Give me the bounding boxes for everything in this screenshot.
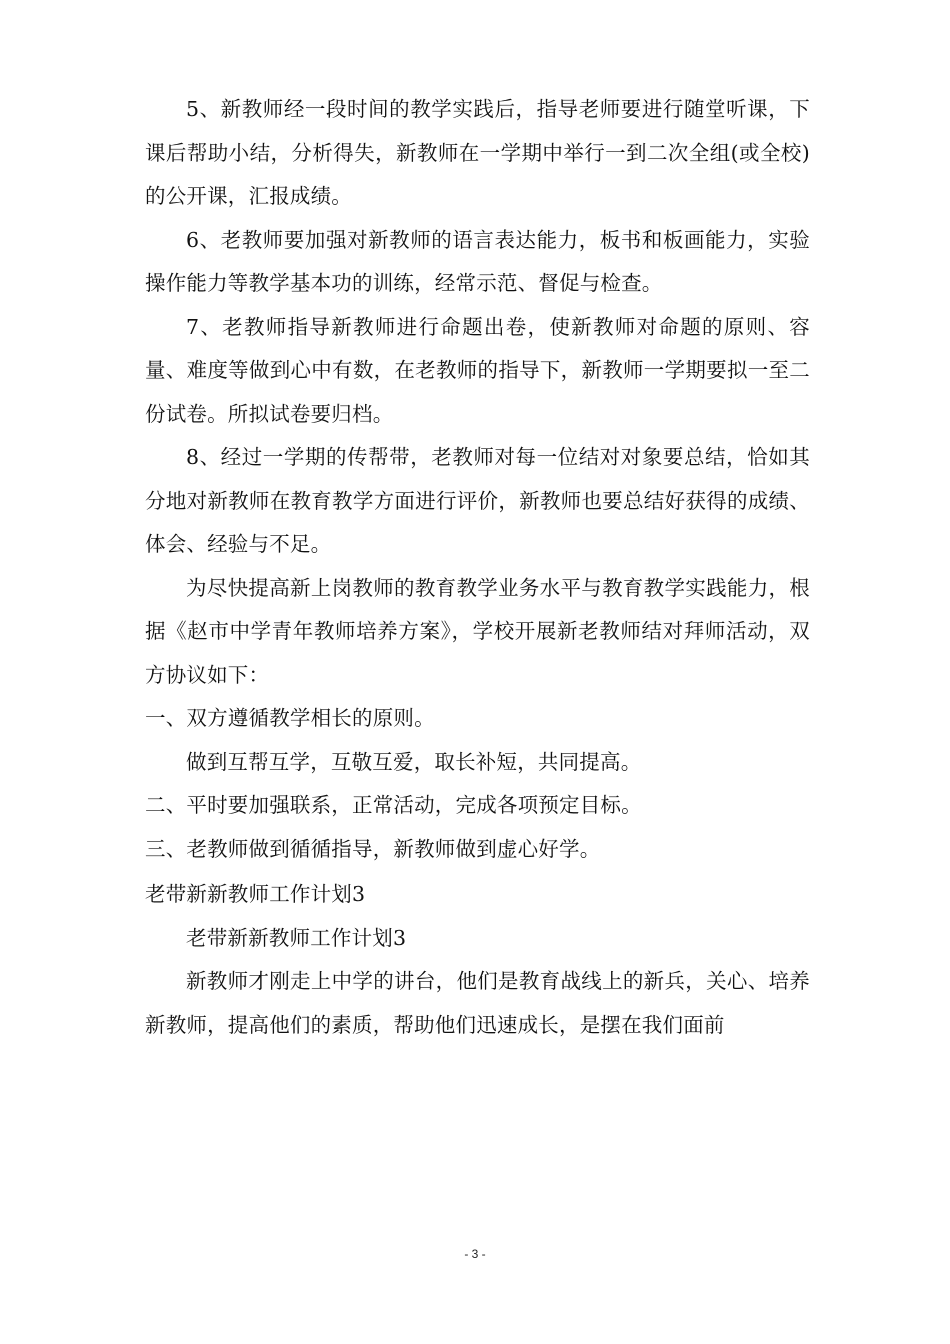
paragraph-item-6: 6、老教师要加强对新教师的语言表达能力，板书和板画能力，实验操作能力等教学基本功的训练，经常示范、督促与检查。 [145,227,810,295]
section-heading: 老带新新教师工作计划3 [145,882,366,906]
paragraph-item-5: 5、新教师经一段时间的教学实践后，指导老师要进行随堂听课，下课后帮助小结，分析得失，新教师在一学期中举行一到二次全组(或全校)的公开课，汇报成绩。 [145,97,810,208]
page-number: - 3 - [464,1247,486,1261]
document-body [145,88,810,1047]
section-subheading: 老带新新教师工作计划3 [186,925,407,950]
section-opening-paragraph: 新教师才刚走上中学的讲台，他们是教育战线上的新兵，关心、培养新教师，提高他们的素质，帮助他们迅速成长，是摆在我们面前 [145,969,810,1037]
paragraph-item-8: 8、经过一学期的传帮带，老教师对每一位结对对象要总结，恰如其分地对新教师在教育教学方面进行评价，新教师也要总结好获得的成绩、体会、经验与不足。 [145,445,810,556]
agreement-point-1: 一、双方遵循教学相长的原则。 [145,706,435,730]
agreement-point-1-detail: 做到互帮互学，互敬互爱，取长补短，共同提高。 [186,749,642,774]
agreement-intro-paragraph: 为尽快提高新上岗教师的教育教学业务水平与教育教学实践能力，根据《赵市中学青年教师培养方案》，学校开展新老教师结对拜师活动，双方协议如下： [145,575,810,687]
agreement-point-3: 三、老教师做到循循指导，新教师做到虚心好学。 [145,836,601,861]
agreement-point-2: 二、平时要加强联系，正常活动，完成各项预定目标。 [145,793,642,817]
paragraph-item-7: 7、老教师指导新教师进行命题出卷，使新教师对命题的原则、容量、难度等做到心中有数，在老教师的指导下，新教师一学期要拟一至二份试卷。所拟试卷要归档。 [145,314,810,426]
